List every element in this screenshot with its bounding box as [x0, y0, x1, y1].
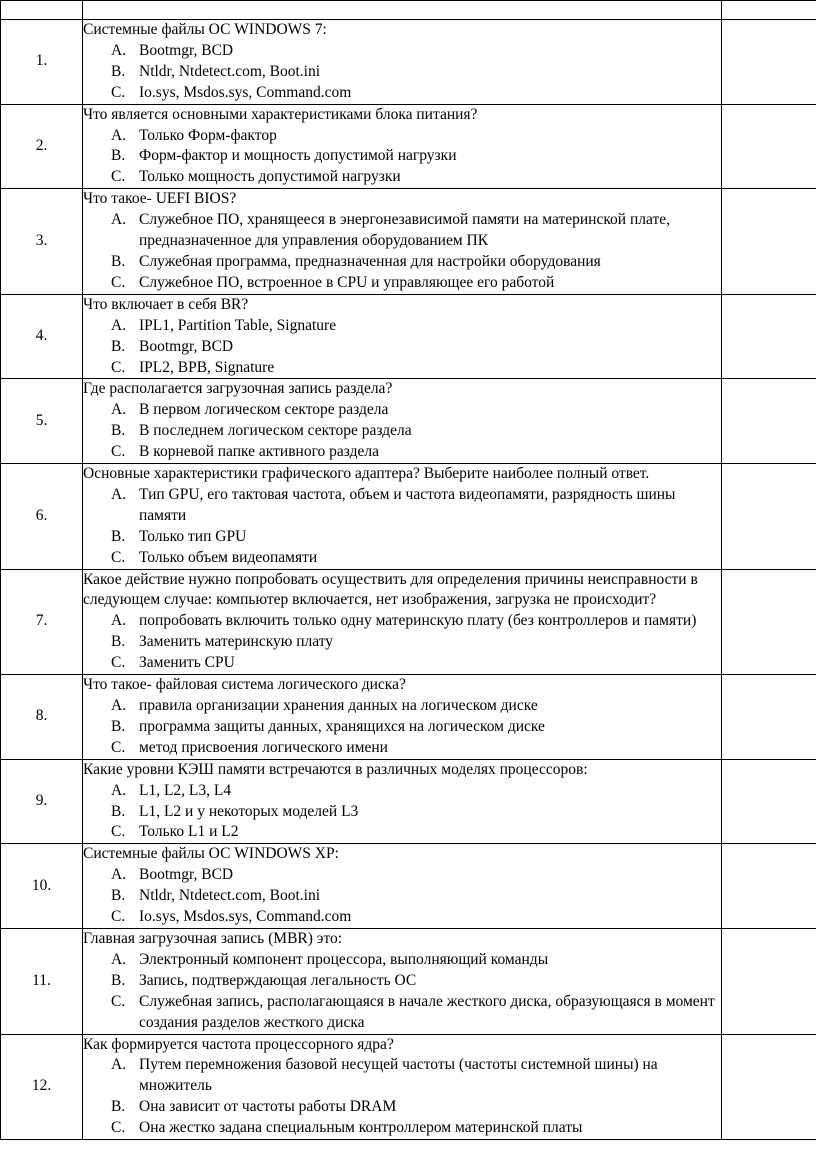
- answer-options-list: [83, 210, 721, 294]
- answer-option: [83, 992, 721, 1034]
- question-cell: [83, 759, 722, 844]
- question-cell: [83, 675, 722, 760]
- answer-option-text: Она зависит от частоты работы DRAM: [139, 1098, 397, 1116]
- question-row: [1, 189, 816, 295]
- answer-option: [83, 781, 721, 802]
- answer-option-letter: B.: [111, 337, 126, 355]
- question-number: 9.: [1, 759, 83, 844]
- question-row: [1, 759, 816, 844]
- answer-option-text: Служебное ПО, встроенное в CPU и управляющее его работой: [139, 273, 555, 291]
- answer-option: [83, 717, 721, 738]
- question-text: Основные характеристики графического адаптера? Выберите наиболее полный ответ.: [83, 465, 650, 483]
- answer-option: [83, 907, 721, 928]
- question-cell: [83, 294, 722, 379]
- answer-option-letter: A.: [111, 316, 127, 334]
- table-header-row: [1, 1, 816, 20]
- answer-cell[interactable]: [722, 928, 816, 1034]
- answer-option: [83, 653, 721, 674]
- answer-option-text: Служебная запись, располагающаяся в начале жесткого диска, образующаяся в момент создания разделов жесткого диска: [139, 992, 715, 1031]
- answer-cell[interactable]: [722, 189, 816, 295]
- answer-option-text: Тип GPU, его тактовая частота, объем и частота видеопамяти, разрядность шины памяти: [139, 485, 676, 524]
- answer-option-letter: A.: [111, 612, 127, 630]
- question-text: Какие уровни КЭШ памяти встречаются в различных моделях процессоров:: [83, 760, 588, 778]
- answer-option-text: правила организации хранения данных на логическом диске: [139, 697, 538, 714]
- answer-options-list: [83, 41, 721, 104]
- answer-option-letter: B.: [111, 147, 126, 165]
- answer-option-letter: C.: [111, 83, 126, 101]
- answer-option-text: L1, L2 и у некоторых моделей L3: [139, 802, 359, 820]
- question-text: Где располагается загрузочная запись раздела?: [83, 380, 393, 398]
- answer-option-letter: C.: [111, 168, 126, 186]
- question-number: 8.: [1, 675, 83, 760]
- answer-option-text: Заменить материнскую плату: [139, 633, 334, 651]
- answer-options-list: [83, 611, 721, 674]
- question-cell: [83, 928, 722, 1034]
- answer-options-list: [83, 126, 721, 189]
- question-row: [1, 675, 816, 760]
- question-row: [1, 104, 816, 189]
- answer-option-letter: B.: [111, 1098, 126, 1116]
- header-number-cell: [1, 1, 83, 20]
- question-row: [1, 464, 816, 570]
- answer-option-letter: B.: [111, 717, 126, 735]
- answer-option-letter: A.: [111, 697, 127, 714]
- answer-option-letter: C.: [111, 738, 126, 756]
- answer-options-list: [83, 485, 721, 569]
- question-row: [1, 1034, 816, 1140]
- question-cell: [83, 1034, 722, 1140]
- answer-option-letter: A.: [111, 866, 127, 884]
- answer-cell[interactable]: [722, 1034, 816, 1140]
- answer-option-text: Электронный компонент процессора, выполняющий команды: [139, 950, 549, 968]
- answer-option-letter: A.: [111, 211, 127, 229]
- answer-options-list: [83, 316, 721, 379]
- answer-cell[interactable]: [722, 20, 816, 105]
- answer-option-text: Путем перемножения базовой несущей частоты (частоты системной шины) на множитель: [139, 1056, 658, 1095]
- answer-cell[interactable]: [722, 379, 816, 464]
- answer-option-letter: B.: [111, 887, 126, 905]
- answer-option: [83, 337, 721, 358]
- answer-options-list: [83, 950, 721, 1034]
- answer-option: [83, 1118, 721, 1139]
- answer-option-text: Bootmgr, BCD: [139, 41, 234, 59]
- answer-option-text: Io.sys, Msdos.sys, Command.com: [139, 908, 352, 926]
- answer-option-text: Служебная программа, предназначенная для настройки оборудования: [139, 252, 601, 270]
- question-cell: [83, 844, 722, 929]
- answer-options-list: [83, 1055, 721, 1139]
- answer-option-text: Служебное ПО, хранящееся в энергонезависимой памяти на материнской плате, предназначенное для управления оборудованием ПК: [139, 211, 671, 250]
- question-number: 10.: [1, 844, 83, 929]
- answer-option-letter: B.: [111, 527, 126, 545]
- answer-option-text: программа защиты данных, хранящихся на логическом диске: [139, 717, 545, 735]
- answer-option: [83, 1055, 721, 1097]
- answer-option: [83, 527, 721, 548]
- answer-option: [83, 400, 721, 421]
- answer-option: [83, 41, 721, 62]
- answer-option-letter: B.: [111, 422, 126, 440]
- question-row: [1, 569, 816, 675]
- answer-cell[interactable]: [722, 464, 816, 570]
- question-number: 4.: [1, 294, 83, 379]
- question-cell: [83, 379, 722, 464]
- answer-option-letter: C.: [111, 273, 126, 291]
- answer-option-text: Она жестко задана специальным контроллером материнской платы: [139, 1119, 583, 1137]
- question-row: [1, 928, 816, 1034]
- answer-option-letter: A.: [111, 401, 127, 419]
- answer-option: [83, 611, 721, 632]
- answer-option-letter: C.: [111, 548, 126, 566]
- header-question-cell: [83, 1, 722, 20]
- answer-cell[interactable]: [722, 104, 816, 189]
- question-cell: [83, 189, 722, 295]
- answer-option-text: В последнем логическом секторе раздела: [139, 422, 412, 440]
- answer-option: [83, 822, 721, 843]
- answer-cell[interactable]: [722, 759, 816, 844]
- answer-option-text: Заменить CPU: [139, 654, 235, 672]
- question-cell: [83, 104, 722, 189]
- question-text: Что является основными характеристиками блока питания?: [83, 105, 478, 123]
- answer-option-letter: C.: [111, 1119, 126, 1137]
- answer-option-letter: C.: [111, 908, 126, 926]
- question-cell: [83, 569, 722, 675]
- answer-options-list: [83, 696, 721, 759]
- answer-option-text: Только тип GPU: [139, 527, 247, 545]
- question-text: Главная загрузочная запись (MBR) это:: [83, 929, 343, 947]
- header-answer-cell: [722, 1, 816, 20]
- answer-option-text: метод присвоения логического имени: [139, 738, 388, 756]
- answer-option: [83, 421, 721, 442]
- question-number: 6.: [1, 464, 83, 570]
- answer-option-letter: B.: [111, 633, 126, 651]
- question-number: 7.: [1, 569, 83, 675]
- answer-option-text: L1, L2, L3, L4: [139, 781, 232, 799]
- answer-option-letter: C.: [111, 443, 126, 461]
- answer-cell[interactable]: [722, 294, 816, 379]
- answer-option: [83, 485, 721, 527]
- answer-option: [83, 950, 721, 971]
- question-text: Какое действие нужно попробовать осуществить для определения причины неисправности в следующем случае: компьютер включается, нет изображения, загрузка не происходит?: [83, 570, 698, 609]
- answer-option-text: В корневой папке активного раздела: [139, 443, 380, 461]
- question-number: 3.: [1, 189, 83, 295]
- answer-option: [83, 358, 721, 379]
- answer-option: [83, 886, 721, 907]
- answer-option-text: попробовать включить только одну материнскую плату (без контроллеров и памяти): [139, 612, 697, 630]
- answer-option-letter: A.: [111, 126, 127, 144]
- answer-option: [83, 83, 721, 104]
- question-number: 1.: [1, 20, 83, 105]
- answer-option: [83, 167, 721, 188]
- answer-option-letter: C.: [111, 992, 126, 1010]
- question-text: Что такое- файловая система логического диска?: [83, 676, 406, 694]
- answer-option: [83, 632, 721, 653]
- answer-option-letter: A.: [111, 485, 127, 503]
- answer-option: [83, 316, 721, 337]
- question-cell: [83, 20, 722, 105]
- answer-option-letter: A.: [111, 41, 127, 59]
- answer-options-list: [83, 781, 721, 844]
- answer-option-letter: A.: [111, 781, 127, 799]
- answer-option-text: IPL2, BPB, Signature: [139, 358, 275, 376]
- question-text: Что включает в себя BR?: [83, 295, 249, 313]
- answer-option-text: Bootmgr, BCD: [139, 337, 234, 355]
- answer-option: [83, 971, 721, 992]
- answer-option-text: В первом логическом секторе раздела: [139, 401, 389, 419]
- answer-option: [83, 442, 721, 463]
- question-row: [1, 844, 816, 929]
- answer-option-text: Io.sys, Msdos.sys, Command.com: [139, 83, 352, 101]
- answer-option: [83, 273, 721, 294]
- answer-cell[interactable]: [722, 844, 816, 929]
- answer-option: [83, 802, 721, 823]
- answer-option: [83, 738, 721, 759]
- answer-option-text: IPL1, Partition Table, Signature: [139, 316, 337, 334]
- answer-option-letter: A.: [111, 950, 127, 968]
- answer-option-letter: C.: [111, 654, 126, 672]
- answer-option-text: Форм-фактор и мощность допустимой нагрузки: [139, 147, 457, 165]
- answer-option: [83, 548, 721, 569]
- question-text: Системные файлы ОС WINDOWS 7:: [83, 21, 327, 38]
- answer-cell[interactable]: [722, 569, 816, 675]
- question-text: Системные файлы ОС WINDOWS XP:: [83, 845, 339, 863]
- answer-option: [83, 210, 721, 252]
- question-text: Как формируется частота процессорного ядра?: [83, 1035, 394, 1053]
- answer-option-text: Только Форм-фактор: [139, 126, 277, 144]
- answer-option: [83, 126, 721, 147]
- answer-option: [83, 252, 721, 273]
- answer-option-letter: B.: [111, 62, 126, 80]
- answer-option: [83, 696, 721, 717]
- answer-option-text: Bootmgr, BCD: [139, 866, 234, 884]
- answer-option-text: Только L1 и L2: [139, 823, 239, 841]
- answer-option: [83, 865, 721, 886]
- answer-options-list: [83, 400, 721, 463]
- questions-table-body: [1, 1, 816, 1140]
- answer-cell[interactable]: [722, 675, 816, 760]
- answer-options-list: [83, 865, 721, 928]
- answer-option-letter: A.: [111, 1056, 127, 1074]
- answer-option-text: Только объем видеопамяти: [139, 548, 318, 566]
- question-cell: [83, 464, 722, 570]
- answer-option: [83, 146, 721, 167]
- question-number: 2.: [1, 104, 83, 189]
- answer-option-text: Только мощность допустимой нагрузки: [139, 168, 401, 186]
- answer-option-text: Запись, подтверждающая легальность ОС: [139, 971, 417, 989]
- question-row: [1, 294, 816, 379]
- answer-option-letter: B.: [111, 252, 126, 270]
- answer-option: [83, 62, 721, 83]
- question-number: 5.: [1, 379, 83, 464]
- question-row: [1, 379, 816, 464]
- question-text: Что такое- UEFI BIOS?: [83, 190, 237, 208]
- answer-option-letter: B.: [111, 802, 126, 820]
- answer-option-letter: C.: [111, 823, 126, 841]
- answer-option-text: Ntldr, Ntdetect.com, Boot.ini: [139, 887, 321, 905]
- answer-option-letter: B.: [111, 971, 126, 989]
- question-number: 11.: [1, 928, 83, 1034]
- question-number: 12.: [1, 1034, 83, 1140]
- question-row: [1, 20, 816, 105]
- answer-option-text: Ntldr, Ntdetect.com, Boot.ini: [139, 62, 321, 80]
- answer-option-letter: C.: [111, 358, 126, 376]
- answer-option: [83, 1097, 721, 1118]
